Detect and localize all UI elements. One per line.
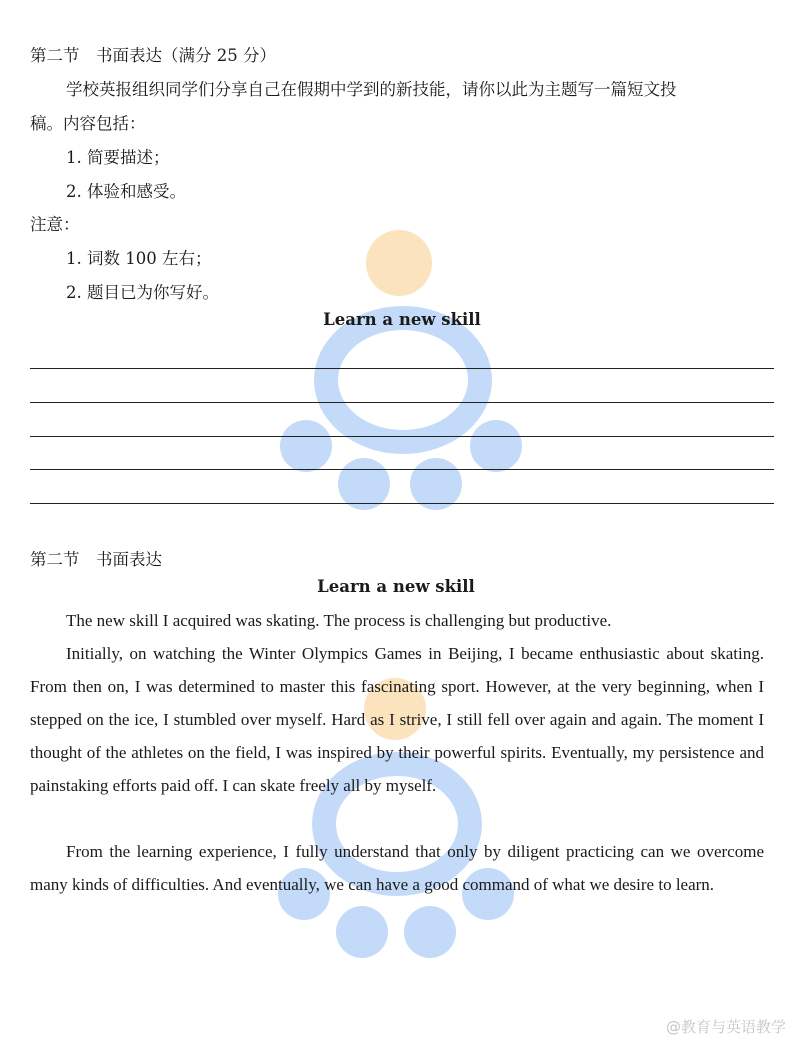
writing-line <box>30 503 774 504</box>
watermark-logo-dot-top <box>470 420 522 472</box>
content-item: 2. 体验和感受。 <box>66 182 186 201</box>
task-section-heading: 第二节 书面表达（满分 25 分） <box>30 46 276 65</box>
task-essay-title: Learn a new skill <box>323 310 481 329</box>
task-prompt-line-1: 学校英报组织同学们分享自己在假期中学到的新技能，请你以此为主题写一篇短文投 <box>66 80 677 99</box>
essay-paragraph-2: Initially, on watching the Winter Olympics Games in Beijing, I became enthusiastic about skating. From then on, I was determined to master this fascinating sport. However, at the very beginning, when I stepped on the ice, I stumbled over myself. Hard as I strive, I still fell over again and again. The moment I thought of the athletes on the field, I was inspired by their powerful spirits. Eventually, my persistence and painstaking efforts paid off. I can skate freely all by myself. <box>30 644 764 795</box>
watermark-text: @教育与英语教学 <box>665 1018 786 1036</box>
writing-line <box>30 402 774 403</box>
watermark-logo-dot-top <box>280 420 332 472</box>
task-prompt-line-2: 稿。内容包括： <box>30 114 146 133</box>
note-item: 2. 题目已为你写好。 <box>66 283 219 302</box>
writing-line <box>30 469 774 470</box>
answer-essay-title: Learn a new skill <box>317 577 475 596</box>
note-item: 1. 词数 100 左右； <box>66 249 212 268</box>
writing-line <box>30 368 774 369</box>
essay-paragraph-3: From the learning experience, I fully understand that only by diligent practicing can we overcome many kinds of difficulties. And eventually, we can have a good command of what we desire to learn. <box>30 842 764 894</box>
essay-paragraph-1: The new skill I acquired was skating. The process is challenging but productive. <box>66 611 612 630</box>
writing-line <box>30 436 774 437</box>
notes-label: 注意： <box>30 215 80 234</box>
watermark-logo-dot-bottom <box>336 906 388 958</box>
watermark-logo-head-top <box>366 230 432 296</box>
content-item: 1. 简要描述； <box>66 148 170 167</box>
answer-section-heading: 第二节 书面表达 <box>30 550 162 569</box>
watermark-logo-dot-bottom <box>404 906 456 958</box>
